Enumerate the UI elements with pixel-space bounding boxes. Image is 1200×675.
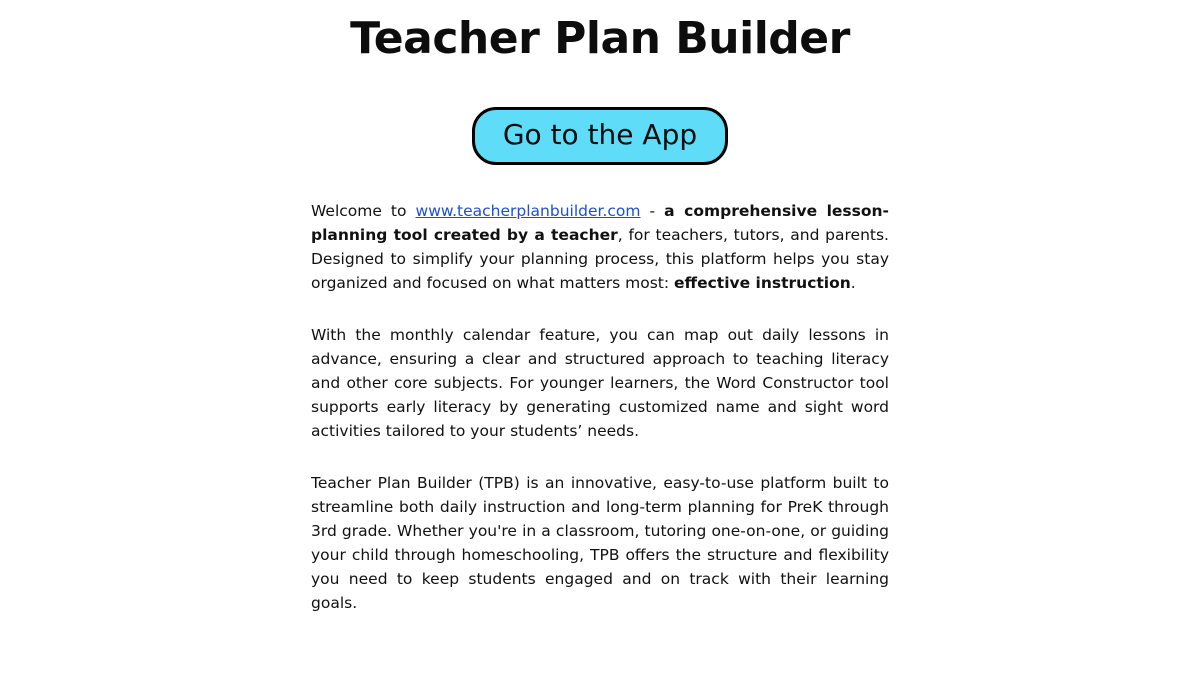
body-text: With the monthly calendar feature, you can map out daily lessons in advance, ensuring a clear and structured approach to teaching literacy and other core subjects. For younger learners, the Word Constructor tool supports early literacy by generating customized name and sight word activities tailored to your students’ needs. xyxy=(311,326,889,441)
body-text: - xyxy=(640,202,665,221)
article-body xyxy=(311,165,889,615)
emphasis-text: a comprehensive lesson-planning tool created by a teacher xyxy=(311,202,889,245)
body-text: Teacher Plan Builder (TPB) is an innovative, easy-to-use platform built to streamline both daily instruction and long-term planning for PreK through 3rd grade. Whether you're in a classroom, tutoring one-on-one, or guiding your child through homeschooling, TPB offers the structure and flexibility you need to keep students engaged and on track with their learning goals. xyxy=(311,474,889,613)
body-text: Welcome to xyxy=(311,202,416,221)
paragraph-intro xyxy=(311,199,889,295)
body-text: . xyxy=(850,274,856,293)
site-link[interactable]: www.teacherplanbuilder.com xyxy=(415,202,641,221)
cta-container xyxy=(0,107,1200,165)
body-text: , for teachers, tutors, and parents. Designed to simplify your planning process, this platform helps you stay organized and focused on what matters most: xyxy=(311,226,889,293)
paragraph-about-tpb xyxy=(311,471,889,615)
go-to-app-button[interactable]: Go to the App xyxy=(472,107,728,165)
emphasis-text: effective instruction xyxy=(674,274,851,293)
paragraph-calendar-feature xyxy=(311,323,889,443)
page-title: Teacher Plan Builder xyxy=(350,13,850,64)
